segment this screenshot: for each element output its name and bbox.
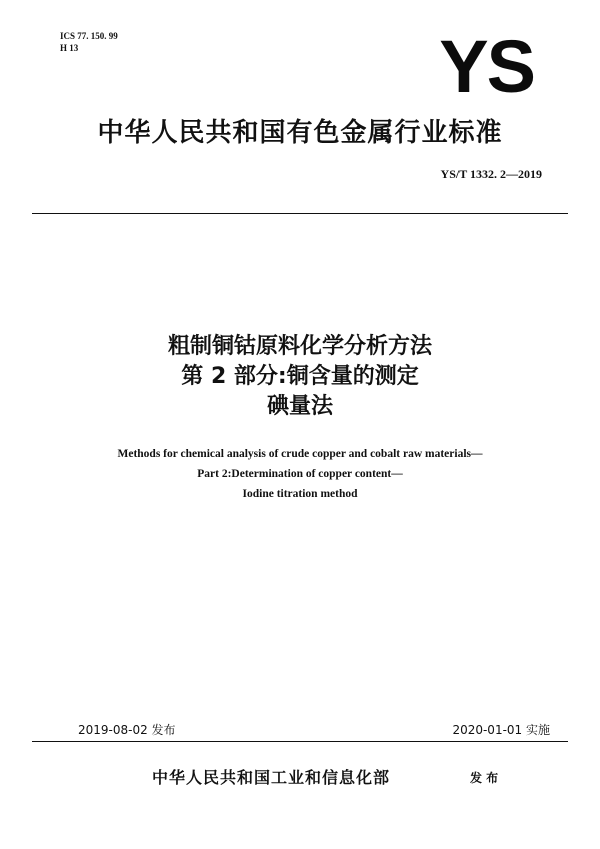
issuing-authority: 中华人民共和国工业和信息化部 [152, 768, 391, 787]
ics-code: ICS 77. 150. 99 [60, 31, 118, 41]
title-zh-line-1: 粗制铜钴原料化学分析方法 [167, 334, 432, 359]
publish-date: 2019-08-02 发布 [78, 723, 176, 737]
implement-date: 2020-01-01 实施 [452, 723, 550, 737]
standard-title: 中华人民共和国有色金属行业标准 [97, 118, 503, 148]
title-en-line-3: Iodine titration method [242, 488, 358, 500]
document-title-chinese [0, 332, 600, 422]
title-en-line-2: Part 2:Determination of copper content— [197, 468, 403, 480]
top-divider [32, 213, 568, 214]
document-title-english [0, 444, 600, 504]
title-zh-line-3: 碘量法 [266, 394, 333, 419]
ys-logo: YS [439, 25, 534, 108]
bottom-divider [32, 741, 568, 742]
title-zh-line-2: 第 2 部分:铜含量的测定 [181, 364, 419, 389]
ccs-code: H 13 [60, 43, 79, 53]
classification-codes [60, 30, 118, 54]
standard-number: YS/T 1332. 2—2019 [440, 167, 542, 181]
title-en-line-1: Methods for chemical analysis of crude copper and cobalt raw materials— [117, 448, 483, 460]
issue-label: 发 布 [470, 771, 499, 785]
